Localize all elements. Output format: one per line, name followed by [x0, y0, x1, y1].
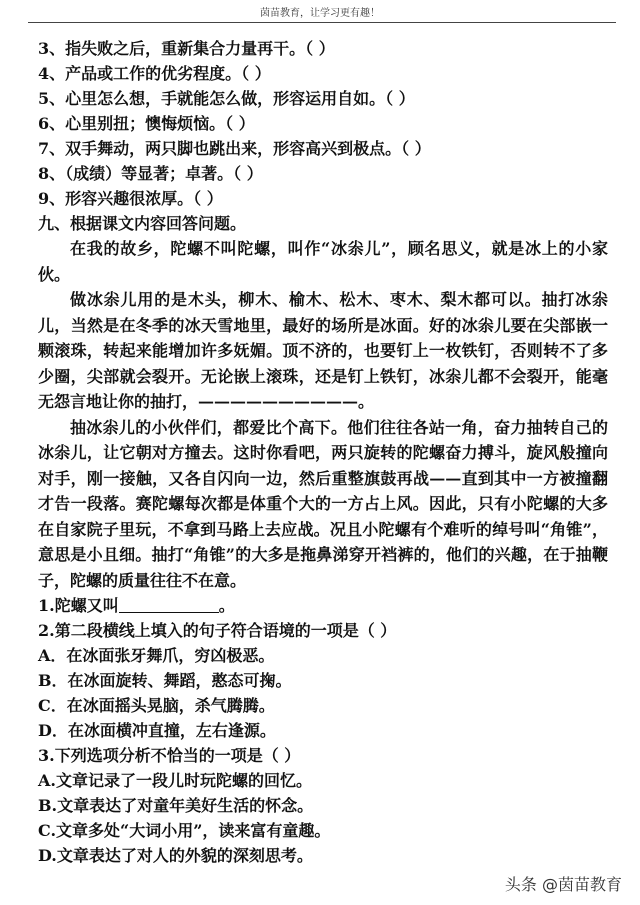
idiom-item-3: 3、指失败之后，重新集合力量再干。（ ）	[38, 39, 335, 58]
idiom-item-8: 8、（成绩）等显著；卓著。（ ）	[38, 164, 263, 183]
header-divider	[28, 22, 616, 23]
page-header: 茵苗教育，让学习更有趣！	[260, 8, 380, 19]
question-3-option-a: A.文章记录了一段儿时玩陀螺的回忆。	[38, 771, 312, 790]
document-body	[38, 36, 608, 868]
idiom-item-5: 5、心里怎么想，手就能怎么做，形容运用自如。（ ）	[38, 89, 415, 108]
question-1	[38, 593, 608, 618]
question-2-option-a: A．在冰面张牙舞爪，穷凶极恶。	[38, 646, 275, 665]
passage-blank: ——————————。	[198, 392, 375, 411]
question-2-option-d: D．在冰面横冲直撞，左右逢源。	[38, 721, 276, 740]
question-2-option-b: B．在冰面旋转、舞蹈，憨态可掬。	[38, 671, 292, 690]
passage-paragraph-3: 抽冰尜儿的小伙伴们，都爱比个高下。他们往往各站一角，奋力抽转自己的冰尜儿，让它朝对方撞去。这时你看吧，两只旋转的陀螺奋力搏斗，旋风般撞向对手，刚一接触，又各自闪向一边，然后重整旗鼓再战——直到其中一方被撞翻才告一段落。赛陀螺每次都是体重个大的一方占上风。因此，只有小陀螺的大多在自家院子里玩，不拿到马路上去应战。况且小陀螺有个难听的绰号叫“角锥”，意思是小且细。抽打“角锥”的大多是拖鼻涕穿开裆裤的，他们的兴趣，在于抽鞭子，陀螺的质量往往不在意。	[38, 417, 608, 590]
question-2-option-c: C．在冰面摇头晃脑，杀气腾腾。	[38, 696, 275, 715]
idiom-item-6: 6、心里别扭；懊悔烦恼。（ ）	[38, 114, 255, 133]
question-1-suffix: 。	[218, 596, 235, 615]
passage-paragraph-1: 在我的故乡，陀螺不叫陀螺，叫作“冰尜儿”，顾名思义，就是冰上的小家伙。	[38, 239, 608, 284]
question-3-option-d: D.文章表达了对人的外貌的深刻思考。	[38, 846, 313, 865]
idiom-item-9: 9、形容兴趣很浓厚。（ ）	[38, 189, 223, 208]
section-nine-title: 九、根据课文内容回答问题。	[38, 214, 247, 233]
passage-paragraph-2	[38, 287, 608, 415]
question-3-option-b: B.文章表达了对童年美好生活的怀念。	[38, 796, 314, 815]
answer-blank[interactable]	[119, 596, 219, 613]
question-3-stem: 3.下列选项分析不恰当的一项是（ ）	[38, 746, 301, 765]
question-1-prefix: 1.陀螺又叫	[38, 596, 119, 615]
idiom-item-7: 7、双手舞动，两只脚也跳出来，形容高兴到极点。（ ）	[38, 139, 431, 158]
question-2-stem: 2.第二段横线上填入的句子符合语境的一项是（ ）	[38, 621, 397, 640]
idiom-item-4: 4、产品或工作的优劣程度。（ ）	[38, 64, 271, 83]
passage-paragraph-2-text: 做冰尜儿用的是木头，柳木、榆木、松木、枣木、梨木都可以。抽打冰尜儿，当然是在冬季的冰天雪地里，最好的场所是冰面。好的冰尜儿要在尖部嵌一颗滚珠，转起来能增加许多妩媚。顶不济的，也要钉上一枚铁钉，否则转不了多少圈，尖部就会裂开。无论嵌上滚珠，还是钉上铁钉，冰尜儿都不会裂开，能毫无怨言地让你的抽打，	[38, 290, 608, 411]
reading-passage	[38, 236, 608, 593]
watermark: 头条 @茵苗教育	[504, 875, 622, 894]
question-3-option-c: C.文章多处“大词小用”，读来富有童趣。	[38, 821, 331, 840]
